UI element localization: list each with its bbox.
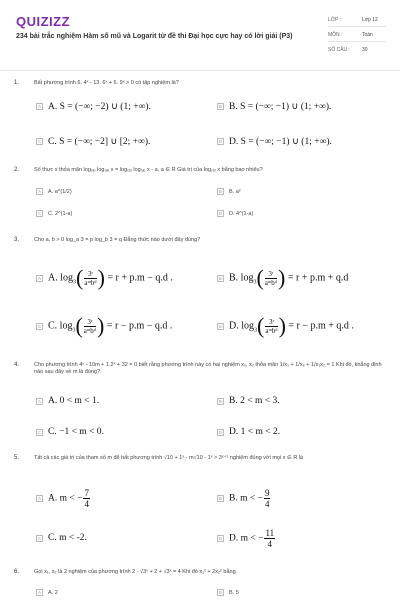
option-text: D. S = (−∞; −1) ∪ (1; +∞).	[229, 137, 332, 147]
option-formula: A. $\log_3$( 3ʳ aᵐbᵈ ) = r + p.m − q.d .	[48, 265, 173, 290]
option-text: C. S = (−∞; −2] ∪ [2; +∞).	[48, 137, 151, 147]
option-d[interactable]	[217, 315, 354, 337]
question-text: Cho phương trình 4ˣ - 10m + 1.2ˣ + 32 = 0 biết rằng phương trình này có hai nghiệm x₁, x₂ thỏa mãn 1/x₁ + 1/x₂ + 1/x₁x₂ = 1 Khi đó, khẳng định nào sau đây về m là đúng?	[34, 362, 382, 375]
fraction-denominator: 4	[264, 499, 270, 509]
option-text: B. a²	[229, 188, 241, 195]
option-prefix: B. m < −	[229, 493, 263, 504]
option-text: B. S = (−∞; −1) ∪ (1; +∞).	[229, 102, 332, 112]
option-text: A. 0 < m < 1.	[48, 396, 100, 406]
log-base: 3	[72, 327, 76, 334]
option-letter-box: A	[37, 189, 41, 194]
option-formula: B. $\log_3$( 3ʳ aᵐbᵈ ) = r + p.m + q.d	[229, 265, 349, 290]
option-letter-box: C	[37, 429, 42, 435]
question-number: 5.	[14, 455, 20, 461]
option-d[interactable]	[217, 427, 280, 437]
log-symbol: log	[59, 320, 73, 332]
option-b[interactable]	[217, 396, 280, 406]
option-d[interactable]	[217, 528, 276, 549]
option-b[interactable]	[217, 101, 331, 112]
option-a[interactable]	[36, 188, 72, 195]
option-prefix: A. m < −	[48, 493, 83, 504]
option-letter-box: C	[37, 535, 42, 541]
fraction-denominator: aᵐbᵈ	[84, 278, 97, 287]
option-prefix: D.	[229, 320, 239, 332]
option-text: B. 5	[229, 589, 239, 596]
option-d[interactable]	[217, 210, 253, 217]
option-b[interactable]	[217, 267, 348, 289]
option-letter-box: B	[218, 496, 222, 501]
log-base: 3	[253, 279, 257, 286]
quizizz-logo: QUIZIZZ	[16, 14, 71, 29]
worksheet-title: 234 bài trắc nghiệm Hàm số mũ và Logarit từ đề thi Đại học cực hay có lời giải (P3)	[16, 33, 293, 40]
option-letter-box: B	[218, 104, 222, 109]
lop-value: Lớp 12	[362, 17, 378, 23]
option-a[interactable]	[36, 101, 151, 112]
option-text: C. m < -2.	[48, 533, 87, 543]
option-text: C. −1 < m < 0.	[48, 427, 104, 437]
option-a[interactable]	[36, 267, 173, 289]
option-formula	[229, 528, 276, 549]
fraction-denominator: aᵐbᵈ	[264, 278, 277, 287]
option-c[interactable]	[36, 315, 172, 337]
option-letter-box: D	[218, 211, 223, 216]
option-rhs: = r + p.m + q.d	[287, 272, 349, 284]
option-c[interactable]	[36, 533, 87, 543]
option-letter-box: D	[218, 429, 223, 435]
option-text: D. 1 < m < 2.	[229, 427, 281, 437]
fraction-numerator: 3ʳ	[84, 270, 96, 279]
option-letter-box: B	[218, 590, 222, 595]
log-symbol: log	[241, 320, 255, 332]
option-letter-box: C	[37, 211, 42, 216]
option-text: B. 2 < m < 3.	[229, 396, 280, 406]
option-c[interactable]	[36, 427, 104, 437]
lop-label: LỚP :	[328, 17, 342, 23]
mon-label: MÔN :	[328, 32, 343, 38]
question-number: 3.	[14, 237, 20, 243]
option-a[interactable]	[36, 488, 91, 509]
option-formula	[48, 488, 91, 509]
option-formula: C. $\log_3$( 3ʳ aᵐbᵈ ) = r − p.m − q.d .	[48, 313, 173, 338]
fraction-denominator: aᵐbᵈ	[83, 326, 96, 335]
question-text: Gọi x₁, x₂ là 2 nghiệm của phương trình 2 - √3ˣ + 2 + √3ˣ = 4 Khi đó x₁² + 2x₂² bằng	[34, 569, 236, 575]
option-rhs: = r − p.m − q.d .	[106, 320, 173, 332]
fraction-numerator: 3ʳ	[265, 270, 277, 279]
option-c[interactable]	[36, 136, 150, 147]
question-number: 1.	[14, 80, 20, 86]
option-prefix: D. m < −	[229, 533, 264, 544]
socau-row	[328, 47, 368, 53]
option-rhs: = r + p.m − q.d .	[107, 272, 173, 284]
log-symbol: log	[60, 272, 74, 284]
question-text: Số thực x thỏa mãn log₍ₐ₎ log₍ₐ₎ x = log₍ₐ₎ log₍ₐ₎ x - a, a ∈ R Giá trị của log₍ₐ₎ x bằng bao nhiêu?	[34, 167, 263, 173]
option-prefix: A.	[48, 272, 58, 284]
option-text: D. 4^(1-a)	[229, 210, 254, 217]
option-letter-box: B	[218, 398, 222, 404]
option-letter-box: D	[218, 536, 223, 541]
option-text: A. S = (−∞; −2) ∪ (1; +∞).	[48, 102, 151, 112]
option-prefix: C.	[48, 320, 58, 332]
log-symbol: log	[240, 272, 254, 284]
question-number: 4.	[14, 362, 20, 368]
option-text: C. 2^(1-a)	[48, 210, 73, 217]
header	[0, 0, 400, 71]
option-letter-box: B	[218, 275, 222, 281]
option-c[interactable]	[36, 210, 72, 217]
option-text: A. a^(1/2)	[48, 188, 72, 195]
divider	[328, 26, 386, 27]
option-letter-box: A	[37, 104, 41, 109]
divider	[328, 41, 386, 42]
log-base: 3	[254, 327, 258, 334]
option-letter-box: B	[218, 189, 222, 194]
option-letter-box: C	[37, 139, 42, 144]
lop-row	[328, 17, 378, 23]
option-a[interactable]	[36, 589, 58, 596]
option-letter-box: D	[218, 323, 223, 329]
option-text: A. 2	[48, 589, 58, 596]
question-number: 2.	[14, 167, 20, 173]
option-formula	[229, 488, 271, 509]
option-letter-box: A	[37, 590, 41, 595]
mon-value: Toán	[362, 32, 373, 38]
log-base: 3	[73, 279, 77, 286]
mon-row	[328, 32, 373, 38]
fraction-numerator: 7	[84, 488, 89, 498]
option-b[interactable]	[217, 488, 271, 509]
question-text: Bất phương trình 6. 4ˣ - 13. 6ˣ + 6. 9ˣ > 0 có tập nghiệm là?	[34, 80, 179, 86]
option-letter-box: A	[37, 275, 41, 281]
option-a[interactable]	[36, 396, 99, 406]
question-text: Tất cả các giá trị của tham số m để bất phương trình √10 + 1ˣ - m√10 - 1ˣ > 3ˣ⁺¹ nghiệm đúng với mọi x ∈ R là	[34, 455, 304, 461]
option-letter-box: A	[37, 398, 41, 404]
question-text: Cho a, b > 0 log_a 3 = p log_b 3 = q Đẳng thức nào dưới đây đúng?	[34, 237, 201, 243]
socau-label: SỐ CÂU :	[328, 47, 350, 53]
option-prefix: B.	[229, 272, 239, 284]
question-number: 6.	[14, 569, 20, 575]
fraction-numerator: 3ʳ	[84, 318, 96, 327]
fraction-denominator: aᵐbᵈ	[265, 326, 278, 335]
option-b[interactable]	[217, 188, 241, 195]
option-letter-box: C	[37, 323, 42, 329]
fraction-numerator: 3ʳ	[265, 318, 277, 327]
option-b[interactable]	[217, 589, 239, 596]
option-letter-box: A	[37, 496, 41, 501]
fraction-numerator: 11	[265, 528, 275, 538]
option-rhs: = r − p.m + q.d .	[288, 320, 354, 332]
fraction-denominator: 4	[84, 499, 89, 509]
socau-value: 30	[362, 47, 368, 53]
fraction-denominator: 4	[267, 539, 273, 549]
option-d[interactable]	[217, 136, 332, 147]
option-formula: D. $\log_3$( 3ʳ aᵐbᵈ ) = r − p.m + q.d .	[229, 313, 354, 338]
option-letter-box: D	[218, 139, 223, 144]
fraction-numerator: 9	[264, 488, 270, 498]
